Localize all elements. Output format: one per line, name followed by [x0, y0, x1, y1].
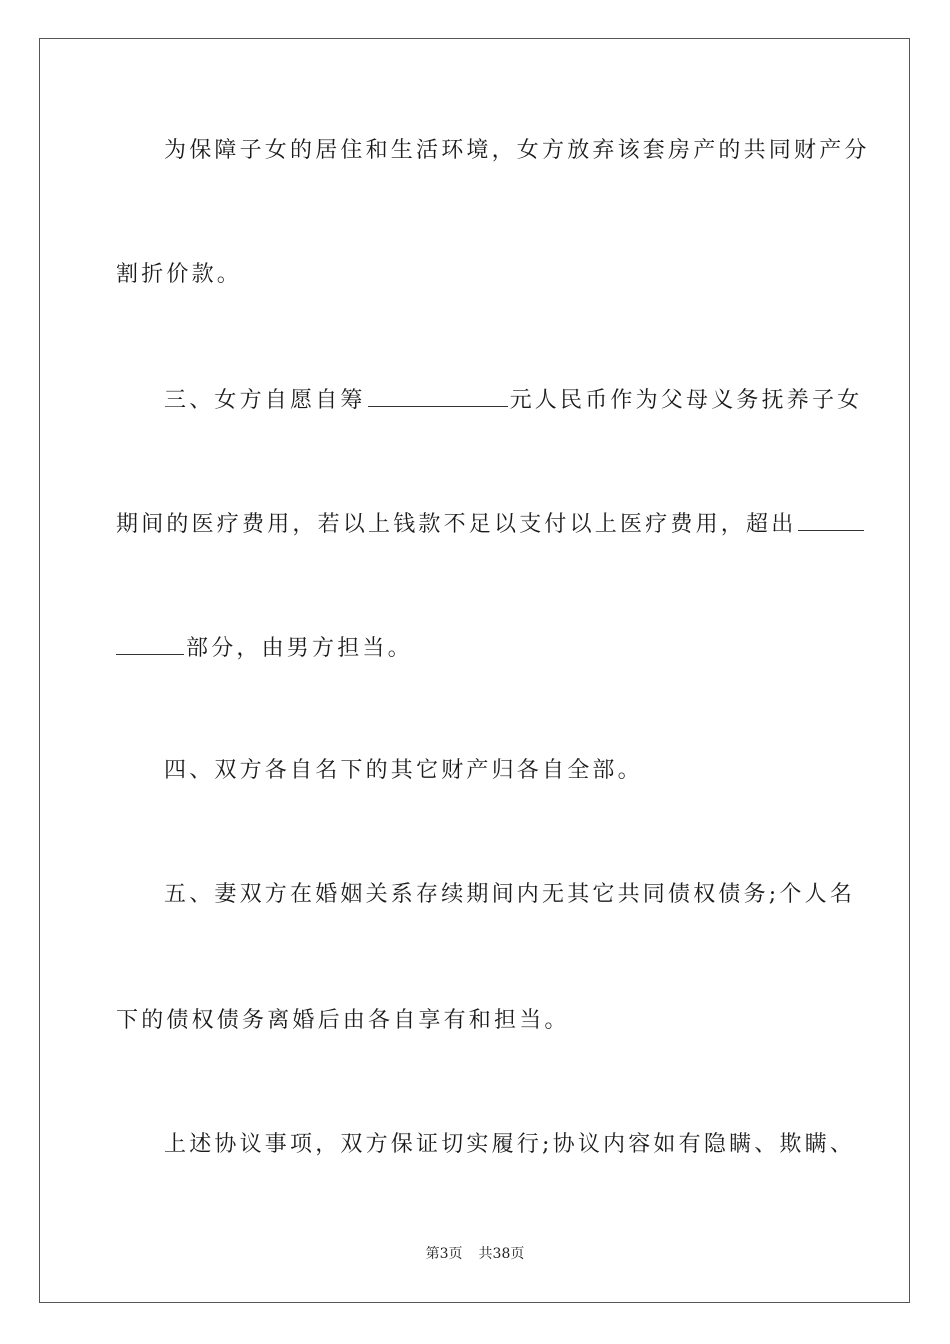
paragraph-three-line-2: [116, 508, 836, 540]
exceed-blank-start: [116, 632, 184, 655]
paragraph-three-line-1: [164, 384, 863, 416]
paragraph-five-line-2: 下的债权债务离婚后由各自享有和担当。: [116, 1008, 570, 1033]
page-number: 第3页: [425, 1246, 463, 1262]
paragraph-three-line-3: [116, 632, 836, 664]
paragraph-house-line-2: 割折价款。: [116, 262, 243, 287]
page-footer: [0, 1244, 950, 1264]
page-border: [39, 38, 910, 1303]
exceed-blank-end: [798, 508, 864, 531]
paragraph-three-text-b: 元人民币作为父母义务抚养子女: [509, 388, 863, 413]
paragraph-house-line-1: 为保障子女的居住和生活环境，女方放弃该套房产的共同财产分: [164, 138, 870, 163]
paragraph-five-line-1: 五、妻双方在婚姻关系存续期间内无其它共同债权债务;个人名: [164, 882, 856, 907]
paragraph-three-text-c: 期间的医疗费用，若以上钱款不足以支付以上医疗费用，超出: [116, 512, 797, 537]
paragraph-four-line-1: 四、双方各自名下的其它财产归各自全部。: [164, 758, 643, 783]
amount-blank: [368, 384, 508, 407]
paragraph-agreement-line-1: 上述协议事项，双方保证切实履行;协议内容如有隐瞒、欺瞒、: [164, 1132, 856, 1157]
page-total: 共38页: [478, 1246, 525, 1262]
paragraph-three-text-d: 部分，由男方担当。: [186, 636, 413, 661]
paragraph-three-text-a: 三、女方自愿自筹: [164, 388, 366, 413]
